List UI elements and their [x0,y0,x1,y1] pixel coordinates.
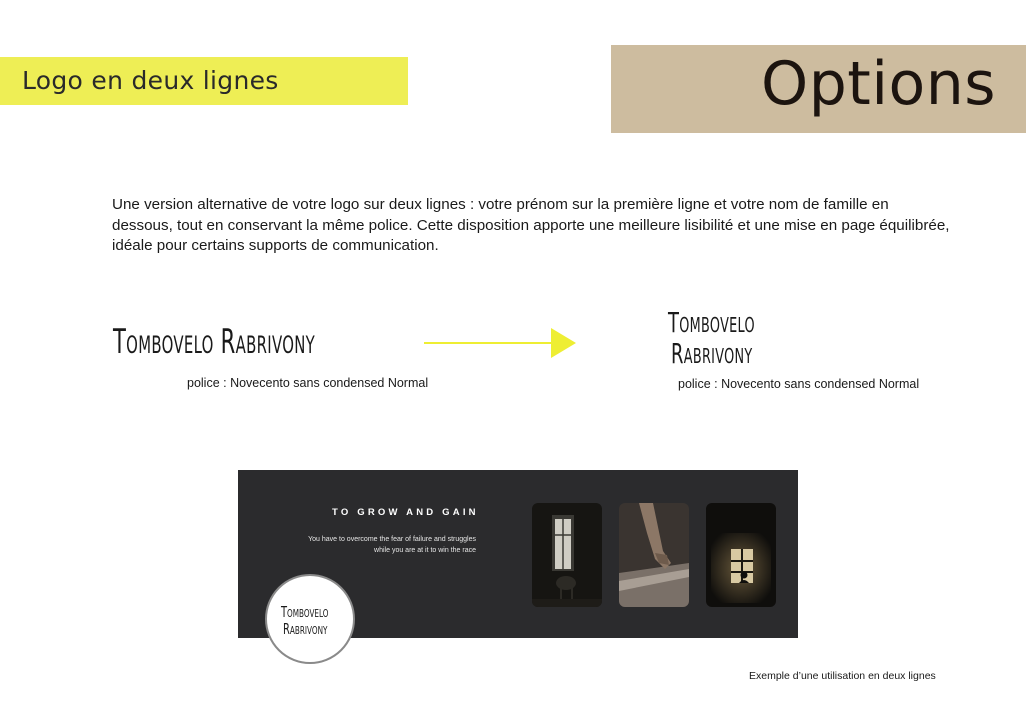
options-title: Options [760,49,996,119]
logo-one-line: Tombovelo Rabrivony [113,322,316,362]
font-caption-two-lines: police : Novecento sans condensed Normal [678,377,920,391]
description-paragraph: Une version alternative de votre logo sur deux lignes : votre prénom sur la première ligne et votre nom de famille en dessous, tout en conservant la même police. Cette disposition apporte une meilleure lisibilité et une mise en page équilibrée, idéale pour certains supports de communication. [112,196,950,254]
photo-window-figure [706,503,776,607]
badge-line-first: Tombovelo [281,603,329,621]
logo-two-line-first: Tombovelo [668,306,755,339]
section-label [0,57,408,105]
banner-title: TO GROW AND GAIN [332,507,479,518]
photo-window-chair [532,503,602,607]
arrow-right-icon [424,326,578,360]
example-caption: Exemple d’une utilisation en deux lignes [749,670,936,682]
photo-hand [619,503,689,607]
banner-subtitle: You have to overcome the fear of failure and struggles while you are at it to win the race [308,536,476,554]
section-label-text: Logo en deux lignes [22,66,279,95]
logo-two-line-second: Rabrivony [671,337,753,370]
logo-badge [265,574,355,664]
options-header [611,45,1026,133]
badge-line-second: Rabrivony [283,620,328,638]
font-caption-one-line: police : Novecento sans condensed Normal [187,376,429,390]
